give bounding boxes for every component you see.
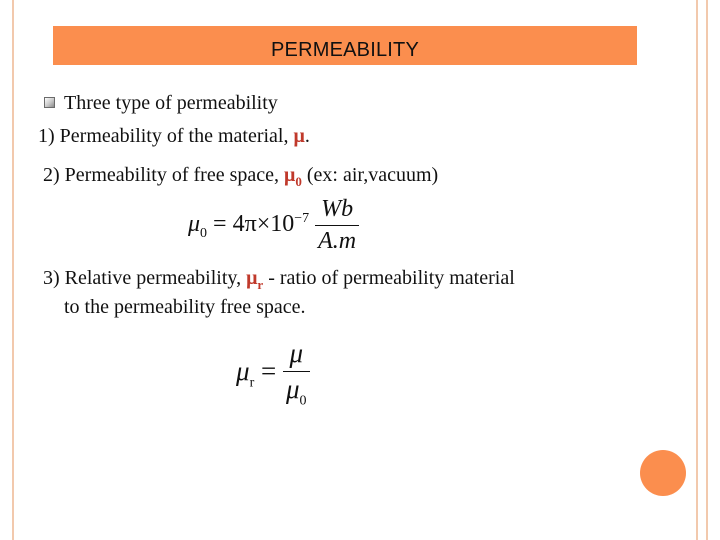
item-3-suffix: - ratio of permeability material — [263, 267, 515, 289]
item-3-line-2-text: to the permeability free space. — [64, 296, 306, 318]
right-border-line-inner — [706, 0, 708, 540]
slide-title: PERMEABILITY — [271, 39, 419, 61]
item-3 — [43, 266, 515, 297]
bullet-text: Three type of permeability — [64, 92, 278, 114]
title-bar — [53, 26, 637, 65]
mu-r-symbol: $\mu_r$ — [246, 267, 264, 292]
item-2-text: 2) Permeability of free space, — [43, 164, 285, 186]
item-3-line-2 — [64, 295, 306, 319]
eq1-lhs: $\mu_0$ — [188, 211, 208, 241]
item-3-text: 3) Relative permeability, — [43, 267, 247, 289]
eq2-denominator: $\mu_0$ — [283, 371, 310, 409]
right-border-line — [696, 0, 698, 540]
item-2-suffix: (ex: air,vacuum) — [301, 164, 439, 186]
item-1-suffix: . — [304, 125, 310, 147]
decorative-circle — [640, 450, 686, 496]
item-1-text: 1) Permeability of the material, — [38, 125, 294, 147]
eq1-fraction — [315, 196, 359, 255]
eq2-numerator: μ — [289, 338, 304, 368]
mu-0-symbol: $\mu_0$ — [284, 164, 302, 189]
eq2-equals: = — [254, 355, 283, 386]
item-1 — [38, 124, 310, 148]
bullet-line — [64, 91, 278, 115]
eq1-numerator: Wb — [321, 196, 354, 222]
eq2-lhs: $\mu_r$ — [236, 355, 255, 391]
eq1-coeff: = $4\pi\times 10^{-7}$ — [207, 211, 310, 238]
mu-symbol: μ — [293, 125, 305, 147]
item-2 — [43, 163, 438, 194]
eq1-denominator: A.m — [315, 225, 359, 255]
left-border-line — [12, 0, 14, 540]
bullet-icon — [44, 97, 55, 108]
equation-mu0 — [188, 196, 359, 255]
eq2-fraction — [283, 338, 310, 409]
equation-mur — [236, 338, 310, 409]
